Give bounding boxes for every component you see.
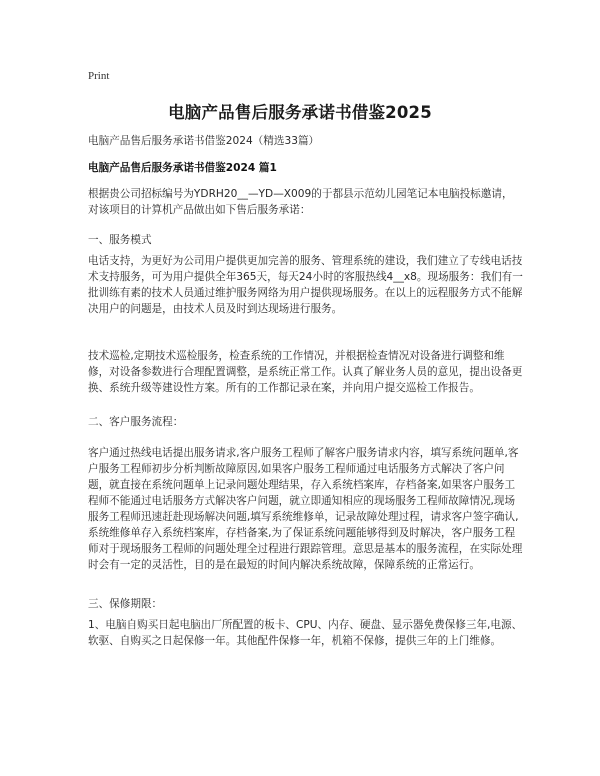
section-heading-service-mode: 一、服务模式 — [88, 234, 152, 246]
service-mode-paragraph-1: 电话支持，为更好为公司用户提供更加完善的服务、管理系统的建设，我们建立了专线电话技术支持服务，可为用户提供全年365天，每天24小时的客服热线4__x8。现场服务：我们有一批训练有素的技术人员通过维护服务网络为用户提供现场服务。在以上的远程服务方式不能解决用户的问题是，由技术人员及时到达现场进行服务。 — [88, 255, 523, 315]
warranty-paragraph: 1、电脑自购买日起电脑出厂所配置的板卡、CPU、内存、硬盘、显示器免费保修三年,电源、软驱、自购买之日起保修一年。其他配件保修一年，机箱不保修，提供三年的上门维修。 — [88, 619, 523, 647]
document-subtitle: 电脑产品售后服务承诺书借鉴2024（精选33篇） — [88, 135, 320, 147]
intro-paragraph: 根据贵公司招标编号为YDRH20__—YD—X009的于都县示范幼儿园笔记本电脑投标邀请，对该项目的计算机产品做出如下售后服务承诺： — [88, 188, 513, 216]
article-heading: 电脑产品售后服务承诺书借鉴2024 篇1 — [88, 162, 277, 174]
print-label[interactable]: Print — [88, 70, 110, 82]
section-heading-service-process: 二、客户服务流程： — [88, 416, 184, 428]
section-heading-warranty: 三、保修期限： — [88, 598, 163, 610]
service-process-paragraph: 客户通过热线电话提出服务请求,客户服务工程师了解客户服务请求内容，填写系统问题单,客户服务工程师初步分析判断故障原因,如果客户服务工程师通过电话服务方式解决了客户问题，就直接在系统问题单上记录问题处理结果，存入系统档案库，存档备案,如果客户服务工程师不能通过电话服务方式解决客户问题，就立即通知相应的现场服务工程师故障情况,现场服务工程师迅速赶赴现场解决问题,填写系统维修单，记录故障处理过程，请求客户签字确认,系统维修单存入系统档案库，存档备案,为了保证系统问题能够得到及时解决，客户服务工程师对于现场服务工程师的问题处理全过程进行跟踪管理。意思是基本的服务流程，在实际处理时会有一定的灵活性，目的是在最短的时间内解决系统故障，保障系统的正常运行。 — [88, 447, 523, 571]
page-title: 电脑产品售后服务承诺书借鉴2025 — [168, 103, 432, 122]
service-mode-paragraph-2: 技术巡检,定期技术巡检服务，检查系统的工作情况，并根据检查情况对设备进行调整和维修，对设备参数进行合理配置调整，是系统正常工作。认真了解业务人员的意见，提出设备更换、系统升级等建设性方案。所有的工作都记录在案，并向用户提交巡检工作报告。 — [88, 350, 523, 394]
